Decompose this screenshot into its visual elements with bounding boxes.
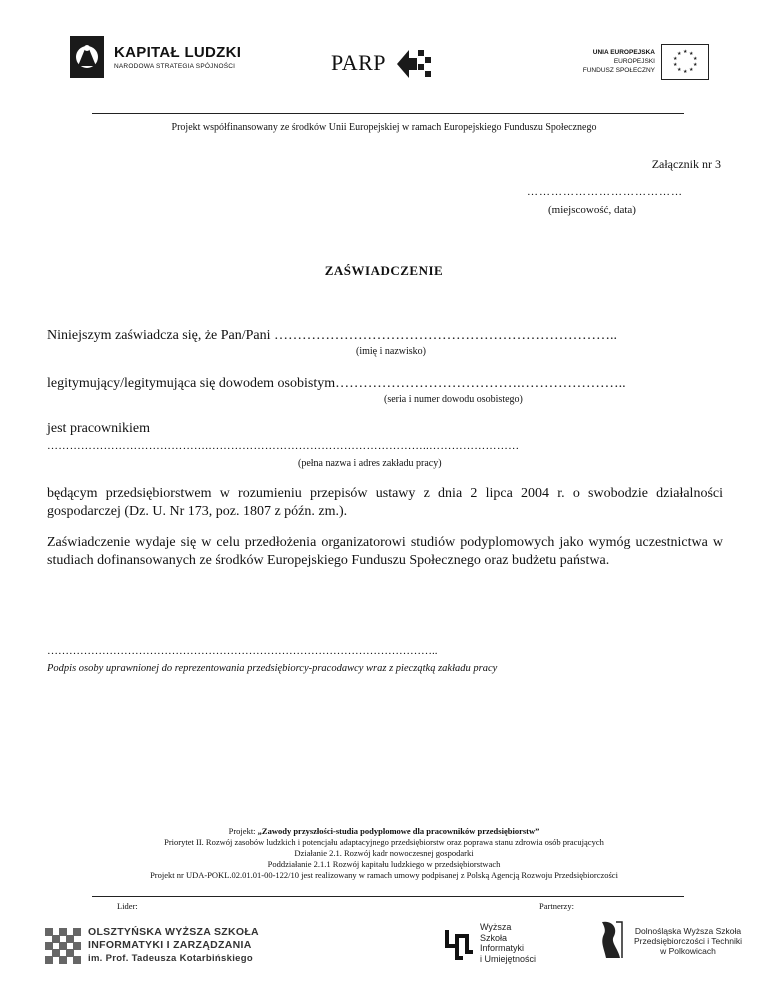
owsiiz-logo-text — [88, 926, 259, 965]
kapital-ludzki-title: KAPITAŁ LUDZKI — [114, 44, 242, 61]
svg-text:★: ★ — [677, 67, 682, 73]
place-date-field: ………………………………… — [527, 186, 683, 198]
footer-divider — [92, 896, 684, 897]
footer-action: Działanie 2.1. Rozwój kadr nowoczesnej gospodarki — [294, 848, 474, 858]
footer-subaction: Poddziałanie 2.1.1 Rozwój kapitału ludzkiego w przedsiębiorstwach — [267, 859, 501, 869]
dwspit-line-3: w Polkowicach — [660, 946, 716, 956]
partners-label: Partnerzy: — [539, 901, 574, 911]
footer-project-name: „Zawody przyszłości-studia podyplomowe dla pracowników przedsiębiorstw” — [257, 826, 540, 836]
svg-text:★: ★ — [689, 51, 694, 57]
id-label: (seria i numer dowodu osobistego) — [384, 394, 523, 405]
cofinance-note: Projekt współfinansowany ze środków Unii Europejskiej w ramach Europejskiego Funduszu Społecznego — [171, 122, 597, 133]
footer-project-prefix: Projekt: — [228, 826, 258, 836]
owsiiz-line-2: INFORMATYKI I ZARZĄDZANIA — [88, 939, 252, 951]
name-field: ……………………………………………………………….. — [270, 328, 618, 343]
footer-priority: Priorytet II. Rozwój zasobów ludzkich i potencjału adaptacyjnego przedsiębiorstw oraz poprawa stanu zdrowia osób pracujących — [164, 837, 604, 847]
svg-text:★: ★ — [693, 56, 698, 62]
name-label: (imię i nazwisko) — [356, 346, 426, 357]
svg-text:★: ★ — [683, 49, 688, 55]
footer-contract: Projekt nr UDA-POKL.02.01.01-00-122/10 jest realizowany w ramach umowy podpisanej z Polską Agencją Rozwoju Przedsiębiorczości — [150, 870, 618, 880]
eu-line-2: EUROPEJSKI — [613, 58, 655, 65]
svg-text:★: ★ — [693, 62, 698, 68]
dwspit-logo-icon — [596, 918, 626, 962]
owsiiz-line-3: im. Prof. Tadeusza Kotarbińskiego — [88, 953, 253, 964]
employee-line-text: jest pracownikiem — [47, 421, 151, 436]
svg-text:★: ★ — [673, 62, 678, 68]
svg-text:★: ★ — [677, 51, 682, 57]
svg-text:★: ★ — [673, 56, 678, 62]
signature-field: …………………………………………………………………………………………….. — [47, 645, 438, 657]
annex-number: Załącznik nr 3 — [651, 157, 721, 171]
wsiu-logo-icon — [443, 926, 475, 962]
name-line — [47, 328, 617, 344]
wsiu-line-3: Informatyki — [480, 943, 525, 953]
dwspit-line-2: Przedsiębiorczości i Techniki — [633, 936, 743, 946]
eu-logo-text — [555, 48, 655, 75]
name-line-text: Niniejszym zaświadcza się, że Pan/Pani — [47, 328, 271, 343]
svg-text:★: ★ — [683, 69, 688, 75]
document-title: ZAŚWIADCZENIE — [324, 263, 444, 278]
parp-logo-icon — [395, 46, 433, 82]
signature-label: Podpis osoby uprawnionej do reprezentowania przedsiębiorcy-pracodawcy wraz z pieczątką zakładu pracy — [47, 663, 498, 674]
eu-flag-icon — [661, 44, 709, 80]
dwspit-logo-text — [630, 926, 746, 956]
dwspit-line-1: Dolnośląska Wyższa Szkoła — [634, 926, 742, 936]
paragraph-purpose: Zaświadczenie wydaje się w celu przedłożenia organizatorowi studiów podyplomowych jako wymóg uczestnictwa w studiach dofinansowanych ze środków Europejskiego Funduszu Społecznego oraz budżetu państwa. — [47, 535, 723, 568]
id-line — [47, 376, 626, 392]
eu-line-3: FUNDUSZ SPOŁECZNY — [582, 67, 655, 74]
parp-logo-text: PARP — [331, 50, 387, 75]
wsiu-logo-text — [480, 922, 536, 964]
paragraph-enterprise: będącym przedsiębiorstwem w rozumieniu przepisów ustawy z dnia 2 lipca 2004 r. o swobodzie działalności gospodarczej (Dz. U. Nr 173, poz. 1807 z późn. zm.). — [47, 486, 723, 519]
employer-label: (pełna nazwa i adres zakładu pracy) — [298, 458, 442, 469]
eu-line-1: UNIA EUROPEJSKA — [592, 49, 655, 56]
wsiu-line-4: i Umiejętności — [480, 953, 537, 964]
id-field: ………………………………….………………….. — [335, 376, 626, 391]
owsiiz-line-1: OLSZTYŃSKA WYŻSZA SZKOŁA — [88, 926, 259, 938]
kapital-ludzki-subtitle: NARODOWA STRATEGIA SPÓJNOŚCI — [114, 63, 236, 70]
wsiu-line-2: Szkoła — [480, 932, 508, 943]
id-line-text: legitymujący/legitymująca się dowodem osobistym — [47, 376, 336, 391]
header-divider — [92, 113, 684, 114]
lider-label: Lider: — [117, 901, 138, 911]
footer-project — [0, 826, 768, 837]
employer-field: …………………………………….…………………………………………………..…………………… — [47, 440, 520, 452]
owsiiz-logo-icon — [45, 928, 81, 964]
kapital-ludzki-logo-icon — [70, 36, 104, 78]
svg-text:★: ★ — [689, 67, 694, 73]
place-date-label: (miejscowość, data) — [548, 204, 636, 216]
wsiu-line-1: Wyższa — [480, 922, 512, 932]
